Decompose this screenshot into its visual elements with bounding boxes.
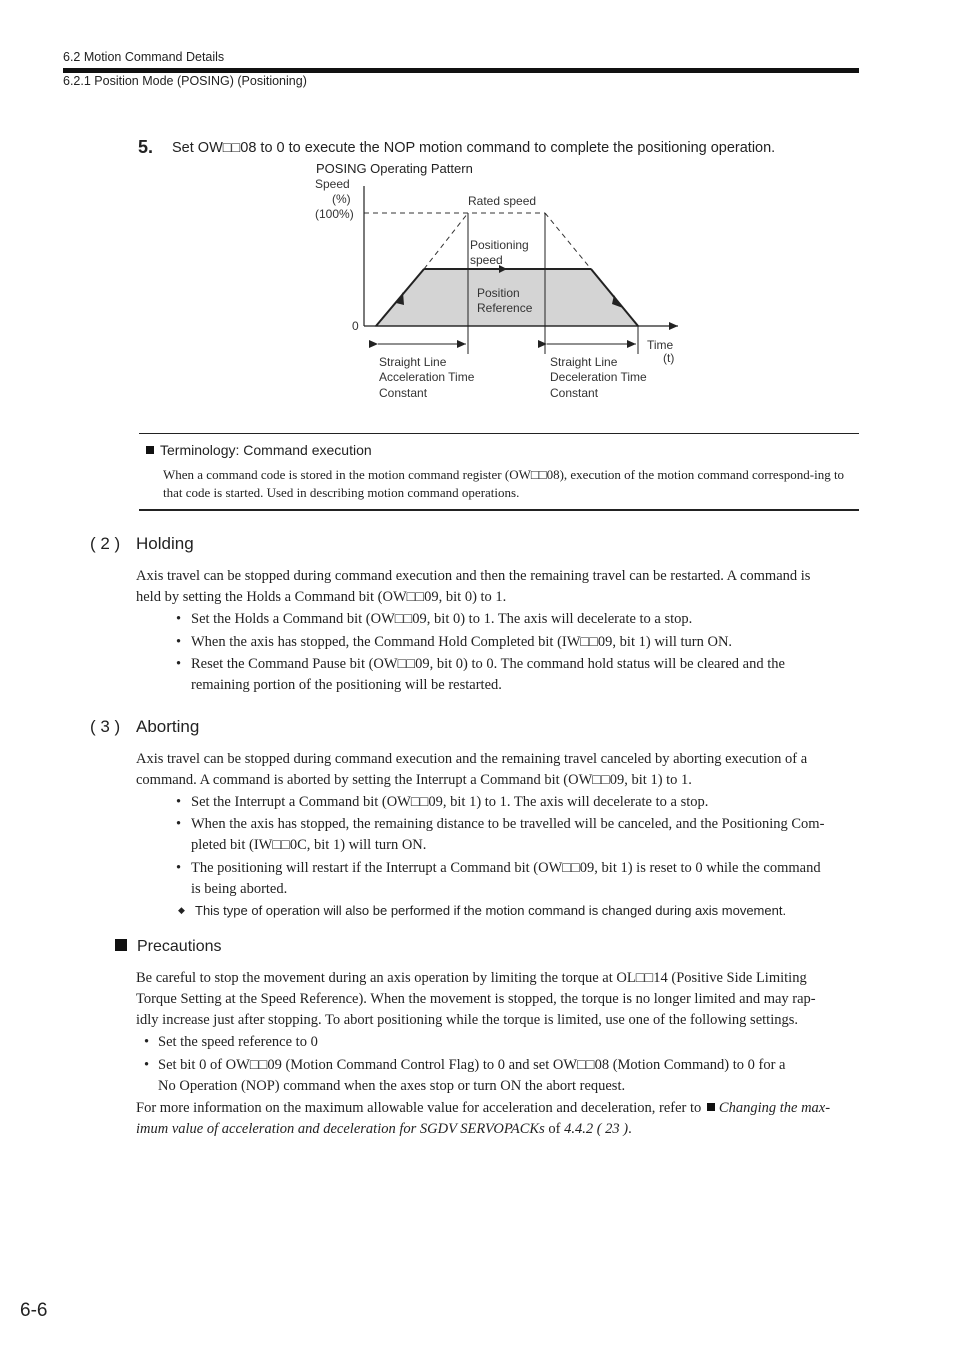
square-bullet-icon xyxy=(146,446,154,454)
posing-operating-pattern-diagram xyxy=(300,158,700,408)
reference-of: of xyxy=(548,1121,561,1137)
reference-text: For more information on the maximum allowable value for acceleration and deceleration, refer to xyxy=(136,1100,702,1116)
aborting-bullet-dot: • xyxy=(176,816,182,832)
aborting-bullet-1: Set the Interrupt a Command bit (OW□□09, bit 1) to 1. The axis will decelerate to a stop. xyxy=(191,794,709,810)
terminology-bottom-rule xyxy=(139,509,859,511)
terminology-top-rule xyxy=(139,433,859,434)
aborting-intro-2: command. A command is aborted by setting the Interrupt a Command bit (OW□□09, bit 1) to 1. xyxy=(136,772,692,788)
reference-line-1 xyxy=(136,1098,830,1119)
header-section-title: 6.2 Motion Command Details xyxy=(63,50,225,64)
decel-label-3: Constant xyxy=(550,386,599,400)
decel-label-1: Straight Line xyxy=(550,355,618,369)
holding-bullet-2: When the axis has stopped, the Command Hold Completed bit (IW□□09, bit 1) will turn ON. xyxy=(191,634,733,650)
position-reference-label-1: Position xyxy=(477,286,520,300)
rated-decel-dashed-line xyxy=(545,213,591,269)
terminology-title xyxy=(146,442,372,458)
page-number: 6-6 xyxy=(20,1300,48,1321)
holding-intro-1: Axis travel can be stopped during command execution and then the remaining travel can be restarted. A command is xyxy=(136,568,811,584)
holding-heading: Holding xyxy=(136,534,194,553)
y-axis-label-100: (100%) xyxy=(315,207,354,221)
y-axis-label-speed: Speed xyxy=(315,177,350,191)
precautions-body-3: idly increase just after stopping. To abort positioning while the torque is limited, use one of the following settings. xyxy=(136,1012,798,1028)
reference-link[interactable]: Changing the max- xyxy=(718,1100,831,1116)
aborting-bullet-2-cont: pleted bit (IW□□0C, bit 1) will turn ON. xyxy=(191,837,427,853)
precautions-bullet-dot: • xyxy=(144,1034,150,1050)
aborting-note: This type of operation will also be performed if the motion command is changed during axis movement. xyxy=(195,903,787,918)
holding-bullet-3-cont: remaining portion of the positioning will be restarted. xyxy=(191,677,502,693)
aborting-bullet-2: When the axis has stopped, the remaining distance to be travelled will be canceled, and the Positioning Com- xyxy=(191,816,825,832)
reference-end: . xyxy=(628,1121,632,1137)
terminology-title-text: Terminology: Command execution xyxy=(160,442,372,458)
square-bullet-icon xyxy=(707,1103,715,1111)
position-reference-label-2: Reference xyxy=(477,301,533,315)
header-subsection-title: 6.2.1 Position Mode (POSING) (Positioning) xyxy=(63,74,307,88)
accel-label-3: Constant xyxy=(379,386,428,400)
aborting-bullet-dot: • xyxy=(176,860,182,876)
precautions-heading-text: Precautions xyxy=(137,938,222,955)
decel-label-2: Deceleration Time xyxy=(550,370,647,384)
positioning-speed-label-1: Positioning xyxy=(470,238,529,252)
holding-number: ( 2 ) xyxy=(90,534,121,553)
precautions-heading xyxy=(115,938,222,956)
reference-section-link[interactable]: 4.4.2 ( 23 ) xyxy=(564,1121,629,1137)
aborting-bullet-dot: • xyxy=(176,794,182,810)
header-rule xyxy=(63,68,859,73)
accel-arrow-icon xyxy=(396,292,404,305)
diamond-bullet-icon: ◆ xyxy=(178,905,185,915)
y-axis-zero: 0 xyxy=(352,319,359,333)
step-number: 5. xyxy=(138,137,154,157)
precautions-bullet-1: Set the speed reference to 0 xyxy=(158,1034,318,1050)
aborting-bullet-3-cont: is being aborted. xyxy=(191,881,288,897)
y-axis-label-percent: (%) xyxy=(332,192,351,206)
precautions-bullet-dot: • xyxy=(144,1057,150,1073)
holding-intro-2: held by setting the Holds a Command bit (OW□□09, bit 0) to 1. xyxy=(136,589,507,605)
reference-line-2 xyxy=(136,1119,632,1140)
precautions-bullet-2-cont: No Operation (NOP) command when the axes stop or turn ON the abort request. xyxy=(158,1078,626,1094)
precautions-body-2: Torque Setting at the Speed Reference). When the movement is stopped, the torque is no longer limited and may rap- xyxy=(136,991,816,1007)
time-label-1: Time xyxy=(647,338,674,352)
accel-label-2: Acceleration Time xyxy=(379,370,475,384)
accel-label-1: Straight Line xyxy=(379,355,447,369)
aborting-number: ( 3 ) xyxy=(90,717,121,736)
holding-bullet-dot: • xyxy=(176,656,182,672)
holding-bullet-3: Reset the Command Pause bit (OW□□09, bit 0) to 0. The command hold status will be cleared and the xyxy=(191,656,785,672)
precautions-bullet-2: Set bit 0 of OW□□09 (Motion Command Control Flag) to 0 and set OW□□08 (Motion Command) to 0 for a xyxy=(158,1057,786,1073)
diagram-title: POSING Operating Pattern xyxy=(316,161,473,176)
aborting-heading: Aborting xyxy=(136,717,200,736)
terminology-body: When a command code is stored in the motion command register (OW□□08), execution of the motion command correspond-ing to that code is started. Used in describing motion command operations. xyxy=(163,467,845,500)
rated-speed-label: Rated speed xyxy=(468,194,537,208)
time-label-2: (t) xyxy=(663,351,675,365)
aborting-bullet-3: The positioning will restart if the Interrupt a Command bit (OW□□09, bit 1) is reset to 0 while the command xyxy=(191,860,821,876)
reference-link-cont[interactable]: imum value of acceleration and deceleration for SGDV SERVOPACKs xyxy=(136,1121,545,1137)
holding-bullet-1: Set the Holds a Command bit (OW□□09, bit 0) to 1. The axis will decelerate to a stop. xyxy=(191,611,693,627)
step-text: Set OW□□08 to 0 to execute the NOP motion command to complete the positioning operation. xyxy=(172,140,776,156)
aborting-intro-1: Axis travel can be stopped during command execution and the remaining travel canceled by aborting execution of a xyxy=(136,751,808,767)
square-bullet-icon xyxy=(115,939,127,951)
precautions-body-1: Be careful to stop the movement during an axis operation by limiting the torque at OL□□14 (Positive Side Limiting xyxy=(136,970,807,986)
rated-accel-dashed-line xyxy=(424,213,468,269)
positioning-speed-label-2: speed xyxy=(470,253,503,267)
holding-bullet-dot: • xyxy=(176,634,182,650)
holding-bullet-dot: • xyxy=(176,611,182,627)
